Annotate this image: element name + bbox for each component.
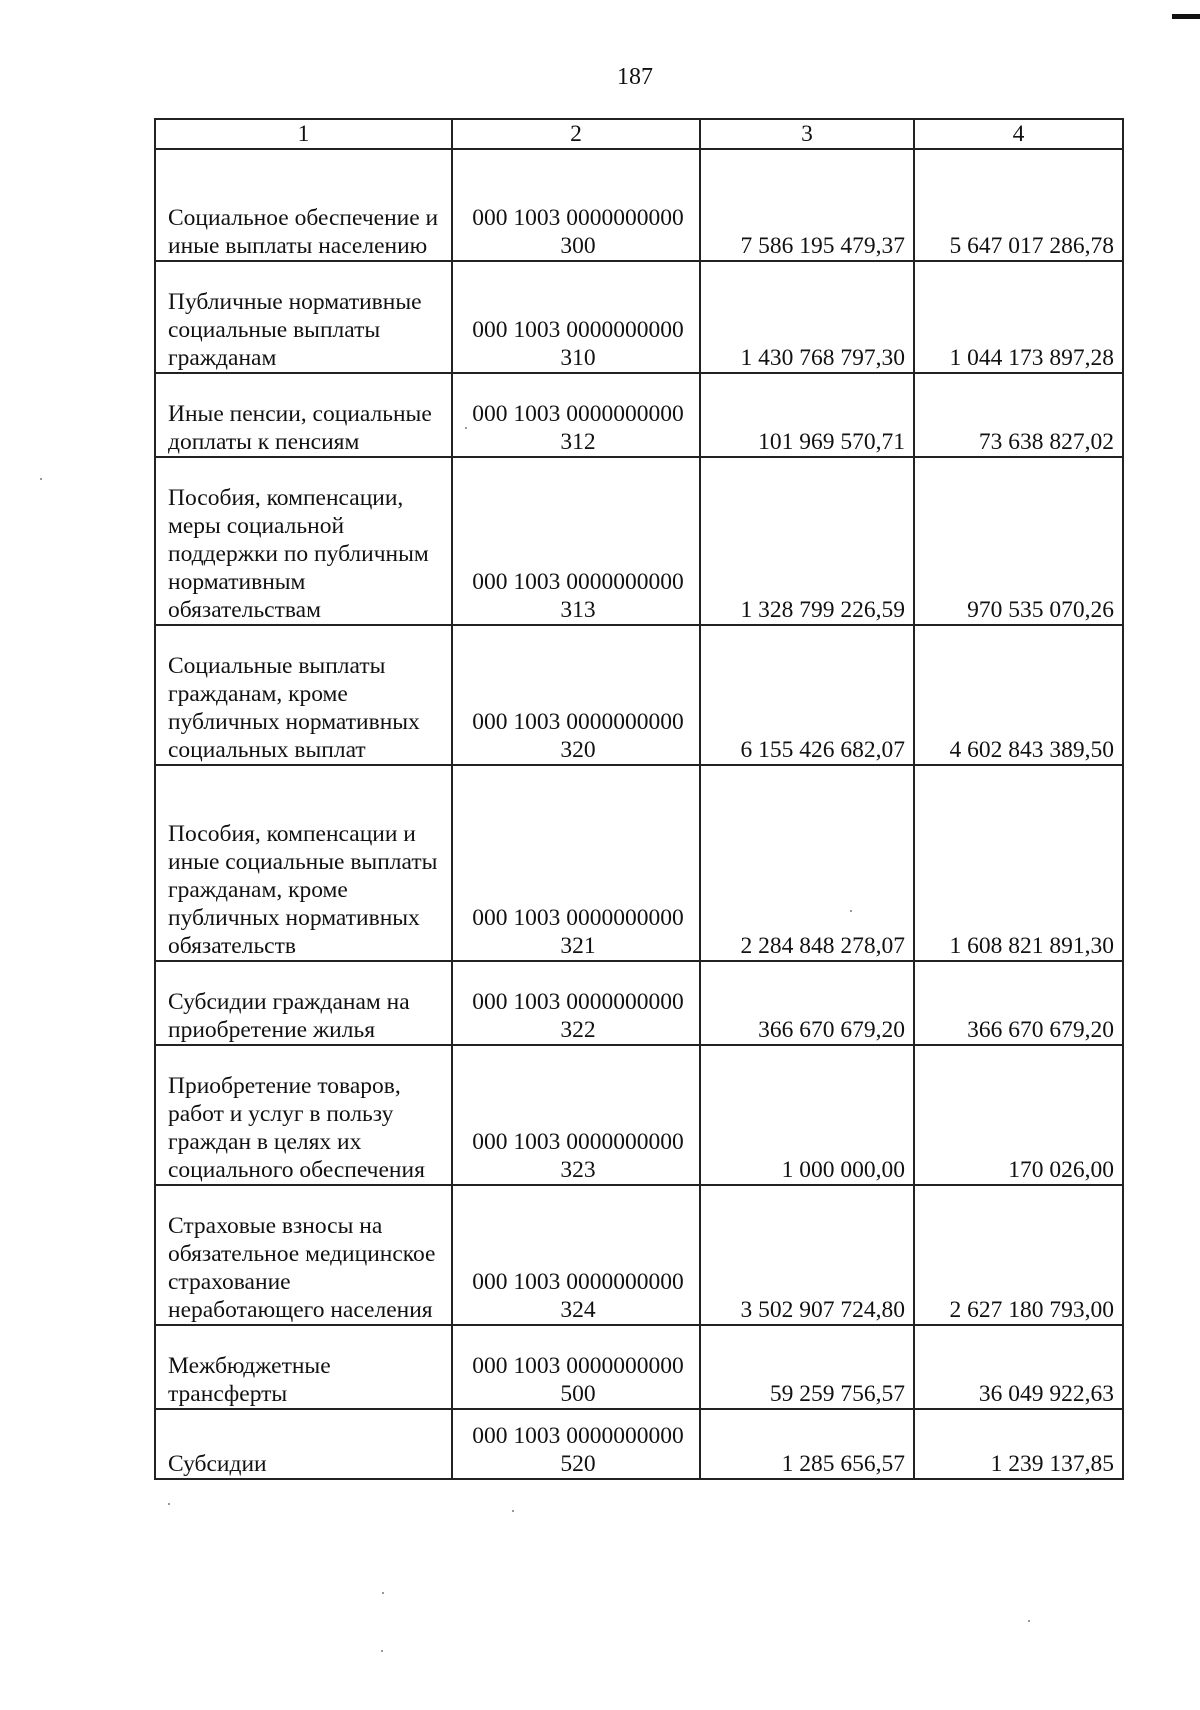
row-code-cell bbox=[452, 1409, 700, 1479]
row-code-cell bbox=[452, 625, 700, 765]
budget-table bbox=[154, 118, 1124, 1480]
column-header-2: 2 bbox=[452, 119, 700, 149]
row-name-cell: Межбюджетные трансферты bbox=[155, 1325, 452, 1409]
row-code-cell bbox=[452, 261, 700, 373]
table-row bbox=[155, 1185, 1123, 1325]
row-name-cell: Пособия, компенсации, меры социальной поддержки по публичным нормативным обязательствам bbox=[155, 457, 452, 625]
row-code-line-1: 000 1003 0000000000 bbox=[472, 905, 684, 931]
column-number-row bbox=[155, 119, 1123, 149]
row-code-line-2: 300 bbox=[560, 233, 596, 259]
row-code-line-2: 321 bbox=[560, 933, 596, 959]
table-row bbox=[155, 1325, 1123, 1409]
table-row bbox=[155, 625, 1123, 765]
corner-mark bbox=[1172, 14, 1200, 19]
row-amount-actual: 1 044 173 897,28 bbox=[914, 261, 1123, 373]
row-code-line-1: 000 1003 0000000000 bbox=[472, 205, 684, 231]
row-amount-planned: 366 670 679,20 bbox=[700, 961, 914, 1045]
row-code-cell bbox=[452, 149, 700, 261]
page-number: 187 bbox=[617, 64, 653, 90]
row-code-line-1: 000 1003 0000000000 bbox=[472, 989, 684, 1015]
row-code-line-2: 320 bbox=[560, 737, 596, 763]
row-code-line-1: 000 1003 0000000000 bbox=[472, 1423, 684, 1449]
row-amount-actual: 2 627 180 793,00 bbox=[914, 1185, 1123, 1325]
row-code-cell bbox=[452, 373, 700, 457]
column-header-3: 3 bbox=[700, 119, 914, 149]
row-name-cell: Пособия, компенсации и иные социальные выплаты гражданам, кроме публичных нормативных обязательств bbox=[155, 765, 452, 961]
row-code-line-2: 313 bbox=[560, 597, 596, 623]
table-row bbox=[155, 457, 1123, 625]
table-row bbox=[155, 373, 1123, 457]
row-amount-actual: 4 602 843 389,50 bbox=[914, 625, 1123, 765]
row-name-cell: Приобретение товаров, работ и услуг в пользу граждан в целях их социального обеспечения bbox=[155, 1045, 452, 1185]
row-code-cell bbox=[452, 1325, 700, 1409]
row-code-line-2: 520 bbox=[560, 1451, 596, 1477]
row-amount-planned: 3 502 907 724,80 bbox=[700, 1185, 914, 1325]
row-amount-actual: 1 608 821 891,30 bbox=[914, 765, 1123, 961]
row-amount-actual: 1 239 137,85 bbox=[914, 1409, 1123, 1479]
row-amount-actual: 170 026,00 bbox=[914, 1045, 1123, 1185]
row-amount-actual: 5 647 017 286,78 bbox=[914, 149, 1123, 261]
row-code-line-1: 000 1003 0000000000 bbox=[472, 317, 684, 343]
row-code-cell bbox=[452, 457, 700, 625]
row-code-cell bbox=[452, 1185, 700, 1325]
row-code-line-1: 000 1003 0000000000 bbox=[472, 1353, 684, 1379]
row-name-cell: Субсидии bbox=[155, 1409, 452, 1479]
row-code-line-1: 000 1003 0000000000 bbox=[472, 709, 684, 735]
row-code-line-2: 322 bbox=[560, 1017, 596, 1043]
table-row bbox=[155, 961, 1123, 1045]
row-code-cell bbox=[452, 961, 700, 1045]
row-code-cell bbox=[452, 1045, 700, 1185]
row-name-cell: Субсидии гражданам на приобретение жилья bbox=[155, 961, 452, 1045]
row-name-cell: Страховые взносы на обязательное медицинское страхование неработающего населения bbox=[155, 1185, 452, 1325]
table-row bbox=[155, 261, 1123, 373]
row-code-line-2: 312 bbox=[560, 429, 596, 455]
row-code-line-2: 323 bbox=[560, 1157, 596, 1183]
row-name-cell: Социальные выплаты гражданам, кроме публичных нормативных социальных выплат bbox=[155, 625, 452, 765]
row-amount-planned: 1 285 656,57 bbox=[700, 1409, 914, 1479]
row-name-cell: Социальное обеспечение и иные выплаты населению bbox=[155, 149, 452, 261]
row-name-cell: Иные пенсии, социальные доплаты к пенсиям bbox=[155, 373, 452, 457]
row-amount-planned: 1 430 768 797,30 bbox=[700, 261, 914, 373]
table-body bbox=[155, 119, 1123, 1479]
column-header-4: 4 bbox=[914, 119, 1123, 149]
row-code-line-1: 000 1003 0000000000 bbox=[472, 401, 684, 427]
row-amount-planned: 1 000 000,00 bbox=[700, 1045, 914, 1185]
row-amount-actual: 36 049 922,63 bbox=[914, 1325, 1123, 1409]
table-row bbox=[155, 1409, 1123, 1479]
row-code-line-1: 000 1003 0000000000 bbox=[472, 1269, 684, 1295]
row-amount-actual: 970 535 070,26 bbox=[914, 457, 1123, 625]
row-code-cell bbox=[452, 765, 700, 961]
row-amount-planned: 2 284 848 278,07 bbox=[700, 765, 914, 961]
row-amount-planned: 7 586 195 479,37 bbox=[700, 149, 914, 261]
row-amount-planned: 1 328 799 226,59 bbox=[700, 457, 914, 625]
row-code-line-1: 000 1003 0000000000 bbox=[472, 1129, 684, 1155]
table-row bbox=[155, 149, 1123, 261]
table-row bbox=[155, 1045, 1123, 1185]
row-amount-actual: 73 638 827,02 bbox=[914, 373, 1123, 457]
row-name-cell: Публичные нормативные социальные выплаты гражданам bbox=[155, 261, 452, 373]
row-amount-actual: 366 670 679,20 bbox=[914, 961, 1123, 1045]
row-code-line-2: 324 bbox=[560, 1297, 596, 1323]
row-amount-planned: 59 259 756,57 bbox=[700, 1325, 914, 1409]
row-code-line-1: 000 1003 0000000000 bbox=[472, 569, 684, 595]
row-amount-planned: 101 969 570,71 bbox=[700, 373, 914, 457]
row-code-line-2: 310 bbox=[560, 345, 596, 371]
row-code-line-2: 500 bbox=[560, 1381, 596, 1407]
column-header-1: 1 bbox=[155, 119, 452, 149]
table-row bbox=[155, 765, 1123, 961]
row-amount-planned: 6 155 426 682,07 bbox=[700, 625, 914, 765]
